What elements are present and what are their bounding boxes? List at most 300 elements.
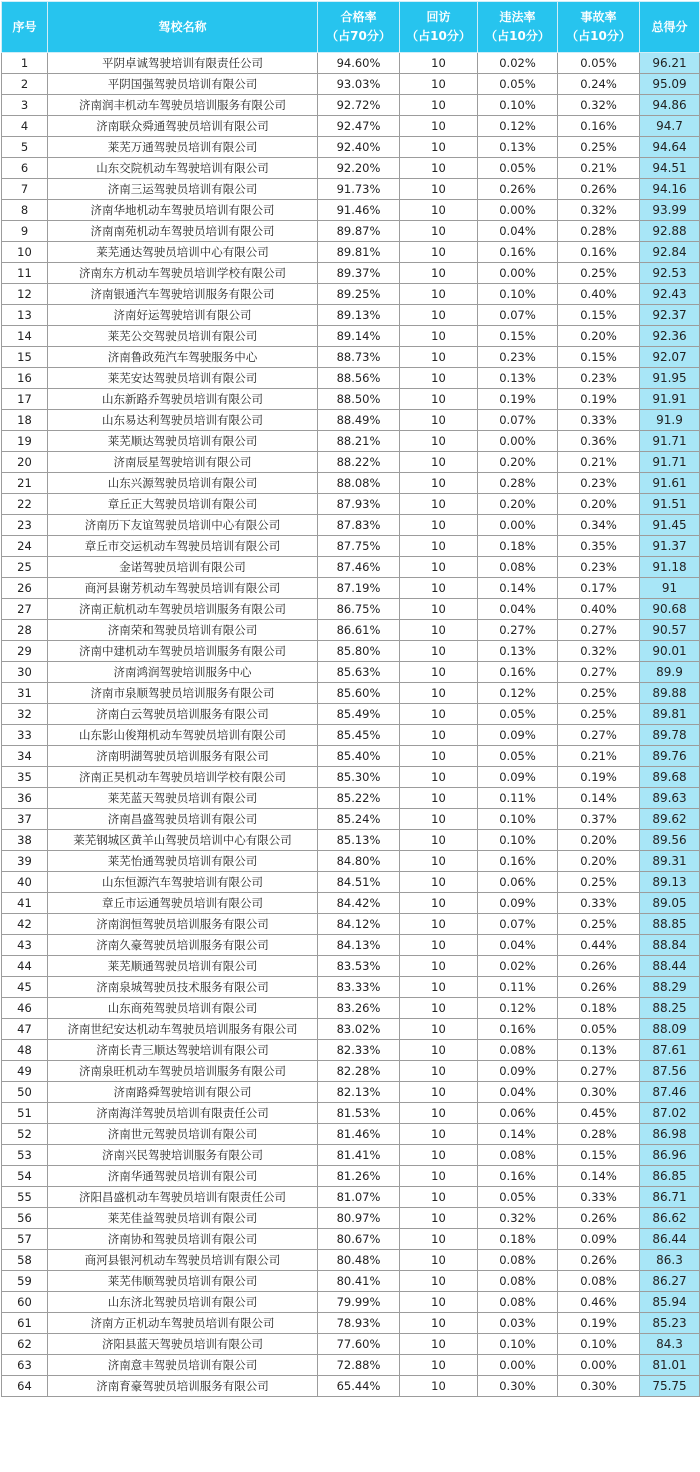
- cell-total-score: 94.16: [640, 179, 700, 200]
- cell-violation-rate: 0.16%: [478, 1019, 558, 1040]
- cell-violation-rate: 0.02%: [478, 53, 558, 74]
- cell-violation-rate: 0.05%: [478, 74, 558, 95]
- cell-index: 55: [2, 1187, 48, 1208]
- cell-accident-rate: 0.33%: [558, 1187, 640, 1208]
- cell-pass-rate: 92.72%: [318, 95, 400, 116]
- cell-pass-rate: 84.42%: [318, 893, 400, 914]
- cell-accident-rate: 0.15%: [558, 305, 640, 326]
- cell-accident-rate: 0.30%: [558, 1082, 640, 1103]
- cell-violation-rate: 0.04%: [478, 1082, 558, 1103]
- cell-total-score: 88.85: [640, 914, 700, 935]
- cell-total-score: 89.62: [640, 809, 700, 830]
- header-accident: [558, 2, 640, 53]
- cell-total-score: 90.68: [640, 599, 700, 620]
- table-body: [2, 53, 700, 1397]
- cell-visit: 10: [400, 893, 478, 914]
- cell-visit: 10: [400, 683, 478, 704]
- cell-pass-rate: 88.22%: [318, 452, 400, 473]
- cell-pass-rate: 80.97%: [318, 1208, 400, 1229]
- cell-violation-rate: 0.12%: [478, 116, 558, 137]
- cell-visit: 10: [400, 158, 478, 179]
- cell-visit: 10: [400, 998, 478, 1019]
- cell-total-score: 88.84: [640, 935, 700, 956]
- cell-accident-rate: 0.17%: [558, 578, 640, 599]
- cell-index: 35: [2, 767, 48, 788]
- cell-visit: 10: [400, 473, 478, 494]
- cell-visit: 10: [400, 1019, 478, 1040]
- cell-school-name: 山东兴源驾驶员培训有限公司: [48, 473, 318, 494]
- cell-school-name: 济南中建机动车驾驶员培训服务有限公司: [48, 641, 318, 662]
- cell-visit: 10: [400, 851, 478, 872]
- cell-school-name: 济南润恒驾驶员培训服务有限公司: [48, 914, 318, 935]
- cell-violation-rate: 0.09%: [478, 893, 558, 914]
- cell-total-score: 91.61: [640, 473, 700, 494]
- cell-visit: 10: [400, 242, 478, 263]
- cell-accident-rate: 0.40%: [558, 284, 640, 305]
- table-row: [2, 536, 700, 557]
- cell-violation-rate: 0.04%: [478, 599, 558, 620]
- cell-violation-rate: 0.16%: [478, 851, 558, 872]
- cell-pass-rate: 80.48%: [318, 1250, 400, 1271]
- cell-school-name: 济南海洋驾驶员培训有限责任公司: [48, 1103, 318, 1124]
- cell-pass-rate: 87.83%: [318, 515, 400, 536]
- cell-pass-rate: 87.19%: [318, 578, 400, 599]
- cell-index: 5: [2, 137, 48, 158]
- table-row: [2, 494, 700, 515]
- cell-school-name: 章丘正大驾驶员培训有限公司: [48, 494, 318, 515]
- table-row: [2, 998, 700, 1019]
- table-row: [2, 683, 700, 704]
- cell-total-score: 90.57: [640, 620, 700, 641]
- table-row: [2, 116, 700, 137]
- cell-accident-rate: 0.25%: [558, 704, 640, 725]
- table-row: [2, 1208, 700, 1229]
- cell-visit: 10: [400, 578, 478, 599]
- cell-school-name: 山东恒源汽车驾驶培训有限公司: [48, 872, 318, 893]
- cell-pass-rate: 65.44%: [318, 1376, 400, 1397]
- cell-index: 42: [2, 914, 48, 935]
- cell-school-name: 济南方正机动车驾驶员培训有限公司: [48, 1313, 318, 1334]
- cell-visit: 10: [400, 872, 478, 893]
- cell-index: 11: [2, 263, 48, 284]
- cell-pass-rate: 85.63%: [318, 662, 400, 683]
- cell-index: 58: [2, 1250, 48, 1271]
- cell-pass-rate: 89.87%: [318, 221, 400, 242]
- table-row: [2, 557, 700, 578]
- cell-accident-rate: 0.19%: [558, 767, 640, 788]
- cell-accident-rate: 0.20%: [558, 494, 640, 515]
- cell-visit: 10: [400, 347, 478, 368]
- cell-total-score: 87.02: [640, 1103, 700, 1124]
- cell-index: 10: [2, 242, 48, 263]
- cell-visit: 10: [400, 557, 478, 578]
- cell-total-score: 96.21: [640, 53, 700, 74]
- cell-school-name: 济南白云驾驶员培训服务有限公司: [48, 704, 318, 725]
- table-row: [2, 326, 700, 347]
- cell-total-score: 92.43: [640, 284, 700, 305]
- header-pass-rate-title: 合格率: [340, 10, 377, 24]
- cell-accident-rate: 0.26%: [558, 977, 640, 998]
- cell-violation-rate: 0.28%: [478, 473, 558, 494]
- cell-total-score: 92.36: [640, 326, 700, 347]
- cell-visit: 10: [400, 263, 478, 284]
- cell-pass-rate: 72.88%: [318, 1355, 400, 1376]
- cell-accident-rate: 0.13%: [558, 1040, 640, 1061]
- cell-total-score: 95.09: [640, 74, 700, 95]
- cell-visit: 10: [400, 116, 478, 137]
- cell-pass-rate: 89.25%: [318, 284, 400, 305]
- cell-violation-rate: 0.05%: [478, 746, 558, 767]
- cell-pass-rate: 81.26%: [318, 1166, 400, 1187]
- table-row: [2, 893, 700, 914]
- cell-pass-rate: 86.75%: [318, 599, 400, 620]
- cell-accident-rate: 0.32%: [558, 95, 640, 116]
- cell-total-score: 85.23: [640, 1313, 700, 1334]
- cell-accident-rate: 0.46%: [558, 1292, 640, 1313]
- cell-index: 15: [2, 347, 48, 368]
- table-row: [2, 1124, 700, 1145]
- cell-violation-rate: 0.07%: [478, 305, 558, 326]
- cell-visit: 10: [400, 284, 478, 305]
- cell-pass-rate: 88.08%: [318, 473, 400, 494]
- table-row: [2, 1250, 700, 1271]
- table-row: [2, 305, 700, 326]
- cell-total-score: 89.88: [640, 683, 700, 704]
- cell-violation-rate: 0.12%: [478, 998, 558, 1019]
- cell-index: 12: [2, 284, 48, 305]
- cell-visit: 10: [400, 1229, 478, 1250]
- table-row: [2, 368, 700, 389]
- cell-pass-rate: 84.80%: [318, 851, 400, 872]
- cell-pass-rate: 83.53%: [318, 956, 400, 977]
- cell-school-name: 济南路舜驾驶培训有限公司: [48, 1082, 318, 1103]
- cell-index: 7: [2, 179, 48, 200]
- cell-accident-rate: 0.27%: [558, 662, 640, 683]
- table-row: [2, 221, 700, 242]
- cell-accident-rate: 0.21%: [558, 452, 640, 473]
- cell-total-score: 87.46: [640, 1082, 700, 1103]
- cell-pass-rate: 85.22%: [318, 788, 400, 809]
- header-pass-rate: [318, 2, 400, 53]
- cell-school-name: 章丘市交运机动车驾驶员培训有限公司: [48, 536, 318, 557]
- cell-violation-rate: 0.14%: [478, 1124, 558, 1145]
- header-total: 总得分: [640, 2, 700, 53]
- cell-total-score: 91.95: [640, 368, 700, 389]
- cell-index: 28: [2, 620, 48, 641]
- header-violation: [478, 2, 558, 53]
- cell-visit: 10: [400, 137, 478, 158]
- cell-total-score: 91.51: [640, 494, 700, 515]
- cell-visit: 10: [400, 956, 478, 977]
- cell-visit: 10: [400, 704, 478, 725]
- cell-index: 54: [2, 1166, 48, 1187]
- cell-school-name: 济南意丰驾驶员培训有限公司: [48, 1355, 318, 1376]
- cell-school-name: 莱芜安达驾驶员培训有限公司: [48, 368, 318, 389]
- cell-total-score: 88.29: [640, 977, 700, 998]
- table-row: [2, 242, 700, 263]
- cell-violation-rate: 0.16%: [478, 662, 558, 683]
- cell-pass-rate: 88.49%: [318, 410, 400, 431]
- cell-pass-rate: 81.53%: [318, 1103, 400, 1124]
- cell-index: 51: [2, 1103, 48, 1124]
- cell-accident-rate: 0.24%: [558, 74, 640, 95]
- cell-school-name: 章丘市运通驾驶员培训有限公司: [48, 893, 318, 914]
- cell-school-name: 济南华地机动车驾驶员培训有限公司: [48, 200, 318, 221]
- cell-visit: 10: [400, 935, 478, 956]
- cell-index: 14: [2, 326, 48, 347]
- cell-index: 45: [2, 977, 48, 998]
- cell-violation-rate: 0.30%: [478, 1376, 558, 1397]
- cell-total-score: 91.71: [640, 452, 700, 473]
- cell-pass-rate: 84.51%: [318, 872, 400, 893]
- cell-total-score: 88.25: [640, 998, 700, 1019]
- table-row: [2, 788, 700, 809]
- cell-accident-rate: 0.44%: [558, 935, 640, 956]
- cell-index: 18: [2, 410, 48, 431]
- cell-school-name: 济南润丰机动车驾驶员培训服务有限公司: [48, 95, 318, 116]
- cell-school-name: 山东交院机动车驾驶培训有限公司: [48, 158, 318, 179]
- cell-visit: 10: [400, 368, 478, 389]
- cell-total-score: 86.3: [640, 1250, 700, 1271]
- cell-visit: 10: [400, 200, 478, 221]
- cell-index: 56: [2, 1208, 48, 1229]
- cell-school-name: 济南联众舜通驾驶员培训有限公司: [48, 116, 318, 137]
- cell-violation-rate: 0.14%: [478, 578, 558, 599]
- cell-accident-rate: 0.45%: [558, 1103, 640, 1124]
- header-visit-title: 回访: [426, 10, 451, 24]
- cell-index: 17: [2, 389, 48, 410]
- cell-index: 2: [2, 74, 48, 95]
- cell-pass-rate: 83.02%: [318, 1019, 400, 1040]
- cell-total-score: 86.71: [640, 1187, 700, 1208]
- cell-pass-rate: 81.41%: [318, 1145, 400, 1166]
- cell-pass-rate: 89.14%: [318, 326, 400, 347]
- cell-accident-rate: 0.28%: [558, 221, 640, 242]
- cell-violation-rate: 0.13%: [478, 641, 558, 662]
- cell-visit: 10: [400, 599, 478, 620]
- cell-accident-rate: 0.20%: [558, 851, 640, 872]
- cell-school-name: 平阴国强驾驶员培训有限公司: [48, 74, 318, 95]
- table-row: [2, 1313, 700, 1334]
- cell-pass-rate: 89.81%: [318, 242, 400, 263]
- cell-school-name: 济南泉旺机动车驾驶员培训服务有限公司: [48, 1061, 318, 1082]
- cell-violation-rate: 0.11%: [478, 788, 558, 809]
- table-row: [2, 347, 700, 368]
- cell-accident-rate: 0.20%: [558, 326, 640, 347]
- cell-pass-rate: 87.75%: [318, 536, 400, 557]
- cell-index: 47: [2, 1019, 48, 1040]
- cell-pass-rate: 85.45%: [318, 725, 400, 746]
- table-row: [2, 599, 700, 620]
- cell-accident-rate: 0.15%: [558, 347, 640, 368]
- table-row: [2, 1145, 700, 1166]
- cell-index: 26: [2, 578, 48, 599]
- cell-school-name: 济南正航机动车驾驶员培训服务有限公司: [48, 599, 318, 620]
- cell-visit: 10: [400, 662, 478, 683]
- header-visit-weight: （占10分）: [406, 29, 471, 43]
- cell-violation-rate: 0.09%: [478, 1061, 558, 1082]
- cell-index: 8: [2, 200, 48, 221]
- cell-index: 59: [2, 1271, 48, 1292]
- cell-violation-rate: 0.26%: [478, 179, 558, 200]
- cell-visit: 10: [400, 326, 478, 347]
- cell-visit: 10: [400, 452, 478, 473]
- cell-pass-rate: 91.73%: [318, 179, 400, 200]
- cell-pass-rate: 88.21%: [318, 431, 400, 452]
- cell-school-name: 平阴卓诚驾驶培训有限责任公司: [48, 53, 318, 74]
- table-row: [2, 662, 700, 683]
- cell-total-score: 87.61: [640, 1040, 700, 1061]
- cell-total-score: 94.86: [640, 95, 700, 116]
- table-row: [2, 1229, 700, 1250]
- cell-pass-rate: 85.60%: [318, 683, 400, 704]
- table-row: [2, 263, 700, 284]
- cell-violation-rate: 0.08%: [478, 557, 558, 578]
- cell-visit: 10: [400, 179, 478, 200]
- cell-pass-rate: 85.40%: [318, 746, 400, 767]
- cell-violation-rate: 0.03%: [478, 1313, 558, 1334]
- cell-school-name: 莱芜佳益驾驶员培训有限公司: [48, 1208, 318, 1229]
- cell-accident-rate: 0.21%: [558, 158, 640, 179]
- cell-accident-rate: 0.10%: [558, 1334, 640, 1355]
- cell-school-name: 济南历下友谊驾驶员培训中心有限公司: [48, 515, 318, 536]
- cell-violation-rate: 0.23%: [478, 347, 558, 368]
- cell-school-name: 济南三运驾驶员培训有限公司: [48, 179, 318, 200]
- cell-pass-rate: 92.47%: [318, 116, 400, 137]
- cell-index: 21: [2, 473, 48, 494]
- cell-pass-rate: 82.28%: [318, 1061, 400, 1082]
- cell-school-name: 莱芜蓝天驾驶员培训有限公司: [48, 788, 318, 809]
- cell-pass-rate: 89.37%: [318, 263, 400, 284]
- cell-pass-rate: 89.13%: [318, 305, 400, 326]
- table-row: [2, 95, 700, 116]
- cell-pass-rate: 79.99%: [318, 1292, 400, 1313]
- cell-violation-rate: 0.10%: [478, 284, 558, 305]
- cell-violation-rate: 0.19%: [478, 389, 558, 410]
- table-row: [2, 977, 700, 998]
- cell-accident-rate: 0.25%: [558, 263, 640, 284]
- table-row: [2, 389, 700, 410]
- table-row: [2, 1061, 700, 1082]
- cell-accident-rate: 0.37%: [558, 809, 640, 830]
- table-row: [2, 74, 700, 95]
- cell-index: 37: [2, 809, 48, 830]
- cell-visit: 10: [400, 1355, 478, 1376]
- cell-visit: 10: [400, 1250, 478, 1271]
- cell-violation-rate: 0.08%: [478, 1040, 558, 1061]
- cell-index: 43: [2, 935, 48, 956]
- cell-school-name: 济南明湖驾驶员培训服务有限公司: [48, 746, 318, 767]
- table-row: [2, 620, 700, 641]
- cell-school-name: 济南辰星驾驶培训有限公司: [48, 452, 318, 473]
- cell-violation-rate: 0.06%: [478, 1103, 558, 1124]
- cell-accident-rate: 0.32%: [558, 200, 640, 221]
- cell-visit: 10: [400, 767, 478, 788]
- cell-violation-rate: 0.10%: [478, 830, 558, 851]
- cell-index: 20: [2, 452, 48, 473]
- cell-total-score: 89.76: [640, 746, 700, 767]
- cell-total-score: 89.56: [640, 830, 700, 851]
- header-name: 驾校名称: [48, 2, 318, 53]
- cell-pass-rate: 91.46%: [318, 200, 400, 221]
- cell-pass-rate: 82.33%: [318, 1040, 400, 1061]
- cell-index: 25: [2, 557, 48, 578]
- cell-violation-rate: 0.16%: [478, 242, 558, 263]
- cell-pass-rate: 88.56%: [318, 368, 400, 389]
- cell-index: 16: [2, 368, 48, 389]
- cell-visit: 10: [400, 809, 478, 830]
- cell-accident-rate: 0.27%: [558, 1061, 640, 1082]
- cell-pass-rate: 80.67%: [318, 1229, 400, 1250]
- cell-violation-rate: 0.06%: [478, 872, 558, 893]
- cell-pass-rate: 87.93%: [318, 494, 400, 515]
- cell-visit: 10: [400, 221, 478, 242]
- cell-violation-rate: 0.18%: [478, 1229, 558, 1250]
- cell-index: 40: [2, 872, 48, 893]
- cell-violation-rate: 0.00%: [478, 431, 558, 452]
- cell-pass-rate: 92.40%: [318, 137, 400, 158]
- cell-index: 49: [2, 1061, 48, 1082]
- cell-total-score: 92.07: [640, 347, 700, 368]
- header-pass-rate-weight: （占70分）: [326, 29, 391, 43]
- table-row: [2, 284, 700, 305]
- cell-index: 52: [2, 1124, 48, 1145]
- cell-pass-rate: 83.33%: [318, 977, 400, 998]
- cell-total-score: 94.51: [640, 158, 700, 179]
- cell-visit: 10: [400, 1208, 478, 1229]
- cell-school-name: 济南市泉顺驾驶员培训服务有限公司: [48, 683, 318, 704]
- cell-school-name: 济南东方机动车驾驶员培训学校有限公司: [48, 263, 318, 284]
- cell-accident-rate: 0.21%: [558, 746, 640, 767]
- cell-total-score: 91.71: [640, 431, 700, 452]
- cell-total-score: 92.37: [640, 305, 700, 326]
- cell-accident-rate: 0.14%: [558, 788, 640, 809]
- cell-accident-rate: 0.27%: [558, 620, 640, 641]
- table-row: [2, 914, 700, 935]
- cell-total-score: 91.18: [640, 557, 700, 578]
- header-violation-weight: （占10分）: [485, 29, 550, 43]
- cell-pass-rate: 81.46%: [318, 1124, 400, 1145]
- cell-accident-rate: 0.36%: [558, 431, 640, 452]
- header-accident-weight: （占10分）: [566, 29, 631, 43]
- cell-violation-rate: 0.02%: [478, 956, 558, 977]
- cell-total-score: 89.9: [640, 662, 700, 683]
- table-row: [2, 1271, 700, 1292]
- cell-violation-rate: 0.27%: [478, 620, 558, 641]
- cell-violation-rate: 0.08%: [478, 1292, 558, 1313]
- cell-pass-rate: 85.13%: [318, 830, 400, 851]
- cell-school-name: 济南正昊机动车驾驶员培训学校有限公司: [48, 767, 318, 788]
- cell-index: 38: [2, 830, 48, 851]
- table-row: [2, 746, 700, 767]
- cell-index: 13: [2, 305, 48, 326]
- cell-school-name: 济南华通驾驶员培训有限公司: [48, 1166, 318, 1187]
- cell-accident-rate: 0.30%: [558, 1376, 640, 1397]
- table-row: [2, 200, 700, 221]
- cell-school-name: 莱芜顺达驾驶员培训有限公司: [48, 431, 318, 452]
- table-row: [2, 1103, 700, 1124]
- cell-accident-rate: 0.19%: [558, 389, 640, 410]
- cell-total-score: 91: [640, 578, 700, 599]
- cell-total-score: 89.05: [640, 893, 700, 914]
- cell-pass-rate: 87.46%: [318, 557, 400, 578]
- cell-accident-rate: 0.19%: [558, 1313, 640, 1334]
- table-row: [2, 1334, 700, 1355]
- cell-violation-rate: 0.13%: [478, 137, 558, 158]
- table-header: [2, 2, 700, 53]
- cell-visit: 10: [400, 74, 478, 95]
- table-row: [2, 725, 700, 746]
